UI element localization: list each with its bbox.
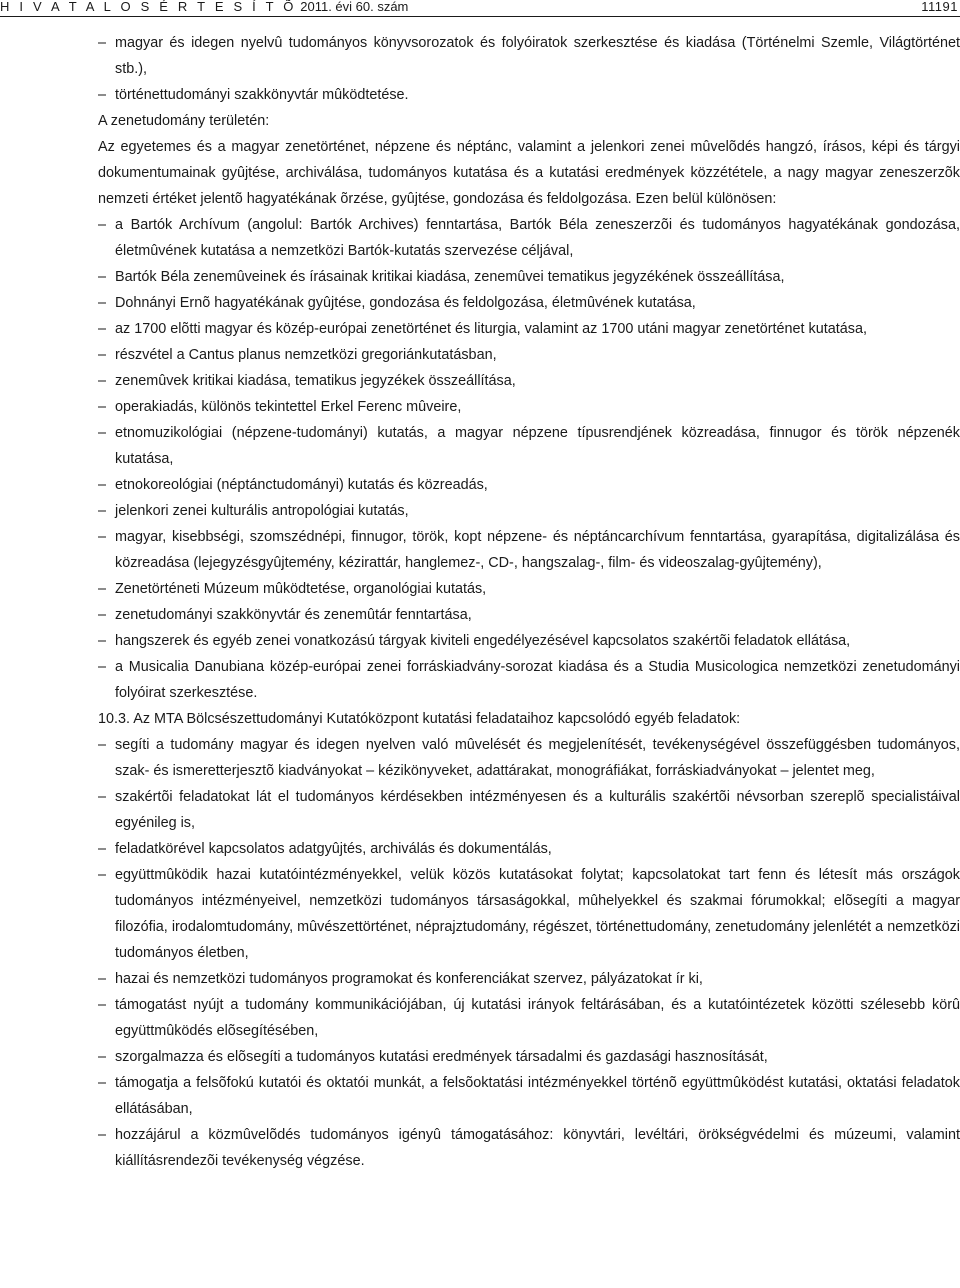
list-item bbox=[98, 992, 960, 1044]
list-item-text: etnomuzikológiai (népzene-tudományi) kutatás, a magyar népzene típusrendjének közreadása, finnugor és török népzenék kutatása, bbox=[115, 425, 960, 467]
list-item-text: a Musicalia Danubiana közép-európai zenei forráskiadvány-sorozat kiadása és a Studia Musicologica nemzetközi zenetudományi folyóirat szerkesztése. bbox=[115, 659, 960, 701]
list-item bbox=[98, 836, 960, 862]
list-item bbox=[98, 1070, 960, 1122]
issue-label: 2011. évi 60. szám bbox=[300, 0, 409, 14]
list-item-text: etnokoreológiai (néptánctudományi) kutatás és közreadás, bbox=[115, 477, 488, 493]
list-item bbox=[98, 602, 960, 628]
list-item-text: magyar, kisebbségi, szomszédnépi, finnugor, török, kopt népzene- és néptáncarchívum fenntartása, gyarapítása, digitalizálása és közreadása (lejegyzésgyûjtemény, kézirattár, hanglemez-, CD-, hangszalag-, film- és videoszalag-gyûjtemény), bbox=[115, 529, 960, 571]
list-item-text: jelenkori zenei kulturális antropológiai kutatás, bbox=[115, 503, 409, 519]
list-item bbox=[98, 342, 960, 368]
list-item-text: szakértõi feladatokat lát el tudományos kérdésekben intézményesen és a kulturális szakértõi névsorban szereplõ specialistáival egyénileg is, bbox=[115, 789, 960, 831]
list-item-text: operakiadás, különös tekintettel Erkel Ferenc mûveire, bbox=[115, 399, 462, 415]
dash-bullet: – bbox=[98, 607, 107, 623]
music-paragraph: Az egyetemes és a magyar zenetörténet, népzene és néptánc, valamint a jelenkori zenei mûvelõdés hangzó, írásos, képi és tárgyi dokumentumainak gyûjtése, archiválása, tudományos kutatása és a kutatási eredmények közzététele, a nagy magyar zeneszerzõk nemzeti értéket jelentõ hagyatékának õrzése, gyûjtése, gondozása és feldolgozása. Ezen belül különösen: bbox=[98, 139, 960, 207]
dash-bullet: – bbox=[98, 1127, 107, 1143]
dash-bullet: – bbox=[98, 347, 107, 363]
dash-bullet: – bbox=[98, 87, 107, 103]
list-item bbox=[98, 1122, 960, 1174]
dash-bullet: – bbox=[98, 321, 107, 337]
list-item-text: zenemûvek kritikai kiadása, tematikus jegyzékek összeállítása, bbox=[115, 373, 516, 389]
dash-bullet: – bbox=[98, 659, 107, 675]
dash-bullet: – bbox=[98, 269, 107, 285]
dash-bullet: – bbox=[98, 399, 107, 415]
dash-bullet: – bbox=[98, 529, 107, 545]
list-item-text: zenetudományi szakkönyvtár és zenemûtár fenntartása, bbox=[115, 607, 472, 623]
music-heading: A zenetudomány területén: bbox=[98, 113, 270, 129]
list-item-text: a Bartók Archívum (angolul: Bartók Archives) fenntartása, Bartók Béla zeneszerzõi és tudományos hagyatékának gondozása, életmûvének kutatása a nemzetközi Bartók-kutatás szervezése céljával, bbox=[115, 217, 960, 259]
list-item bbox=[98, 524, 960, 576]
dash-bullet: – bbox=[98, 1075, 107, 1091]
intro-list bbox=[98, 30, 960, 108]
list-item-text: szorgalmazza és elõsegíti a tudományos kutatási eredmények társadalmi és gazdasági hasznosítását, bbox=[115, 1049, 768, 1065]
list-item bbox=[98, 212, 960, 264]
list-item bbox=[98, 394, 960, 420]
list-item-text: támogatást nyújt a tudomány kommunikációjában, új kutatási irányok feltárásában, és a kutatóintézetek közötti szélesebb körû együttmûködés elõsegítésében, bbox=[115, 997, 960, 1039]
list-item-text: feladatkörével kapcsolatos adatgyûjtés, archiválás és dokumentálás, bbox=[115, 841, 552, 857]
list-item bbox=[98, 368, 960, 394]
list-item bbox=[98, 1044, 960, 1070]
list-item bbox=[98, 498, 960, 524]
dash-bullet: – bbox=[98, 35, 107, 51]
list-item-text: magyar és idegen nyelvû tudományos könyvsorozatok és folyóiratok szerkesztése és kiadása (Történelmi Szemle, Világtörténet stb.), bbox=[115, 35, 960, 77]
page-header bbox=[0, 0, 960, 17]
dash-bullet: – bbox=[98, 217, 107, 233]
page-number: 11191 bbox=[921, 0, 958, 14]
list-item-text: az 1700 elõtti magyar és közép-európai zenetörténet és liturgia, valamint az 1700 utáni magyar zenetörténet kutatása, bbox=[115, 321, 867, 337]
dash-bullet: – bbox=[98, 633, 107, 649]
document-body bbox=[98, 30, 960, 1174]
section-number: 10.3. bbox=[98, 711, 131, 727]
list-item-text: hozzájárul a közmûvelõdés tudományos igényû támogatásához: könyvtári, levéltári, örökségvédelmi és múzeumi, valamint kiállításrendezõi tevékenység végzése. bbox=[115, 1127, 960, 1169]
dash-bullet: – bbox=[98, 581, 107, 597]
list-item-text: Zenetörténeti Múzeum mûködtetése, organológiai kutatás, bbox=[115, 581, 487, 597]
list-item-text: hangszerek és egyéb zenei vonatkozású tárgyak kiviteli engedélyezésével kapcsolatos szakértõi feladatok ellátása, bbox=[115, 633, 851, 649]
dash-bullet: – bbox=[98, 295, 107, 311]
journal-title: H I V A T A L O S É R T E S Í T Õ bbox=[0, 0, 297, 14]
list-item bbox=[98, 576, 960, 602]
list-item bbox=[98, 862, 960, 966]
dash-bullet: – bbox=[98, 997, 107, 1013]
list-item bbox=[98, 290, 960, 316]
list-item-text: segíti a tudomány magyar és idegen nyelven való mûvelését és megjelenítését, tevékenységével összefüggésben tudományos, szak- és ismeretterjesztõ kiadványokat – kézikönyveket, adattárakat, monográfiákat, forráskiadványokat – jelentet meg, bbox=[115, 737, 960, 779]
list-item bbox=[98, 654, 960, 706]
dash-bullet: – bbox=[98, 477, 107, 493]
dash-bullet: – bbox=[98, 971, 107, 987]
list-item-text: hazai és nemzetközi tudományos programokat és konferenciákat szervez, pályázatokat ír ki, bbox=[115, 971, 703, 987]
section-heading bbox=[98, 706, 960, 732]
dash-bullet: – bbox=[98, 373, 107, 389]
journal-line bbox=[0, 0, 408, 14]
music-list bbox=[98, 212, 960, 706]
list-item-text: Dohnányi Ernõ hagyatékának gyûjtése, gondozása és feldolgozása, életmûvének kutatása, bbox=[115, 295, 696, 311]
dash-bullet: – bbox=[98, 841, 107, 857]
list-item bbox=[98, 472, 960, 498]
dash-bullet: – bbox=[98, 867, 107, 883]
list-item-text: történettudományi szakkönyvtár mûködtetése. bbox=[115, 87, 409, 103]
list-item bbox=[98, 82, 960, 108]
list-item-text: Bartók Béla zenemûveinek és írásainak kritikai kiadása, zenemûvei tematikus jegyzékének összeállítása, bbox=[115, 269, 785, 285]
list-item-text: részvétel a Cantus planus nemzetközi gregoriánkutatásban, bbox=[115, 347, 497, 363]
list-item bbox=[98, 30, 960, 82]
list-item-text: támogatja a felsõfokú kutatói és oktatói munkát, a felsõoktatási intézményekkel történõ együttmûködést kutatási, oktatási feladatok ellátásában, bbox=[115, 1075, 960, 1117]
dash-bullet: – bbox=[98, 425, 107, 441]
list-item bbox=[98, 316, 960, 342]
list-item bbox=[98, 732, 960, 784]
section-title: Az MTA Bölcsészettudományi Kutatóközpont kutatási feladataihoz kapcsolódó egyéb feladatok: bbox=[133, 711, 741, 727]
dash-bullet: – bbox=[98, 1049, 107, 1065]
list-item bbox=[98, 966, 960, 992]
dash-bullet: – bbox=[98, 737, 107, 753]
list-item-text: együttmûködik hazai kutatóintézményekkel, velük közös kutatásokat folytat; kapcsolatokat tart fenn és létesít más országok tudományos intézményeivel, nemzetközi tudományos társaságokkal, mûhelyekkel és szakmai fórumokkal; elõsegíti a magyar filozófia, irodalomtudomány, mûvészettörténet, néprajztudomány, régészet, történettudomány, zenetudomány jelenlétét a nemzetközi tudományos életben, bbox=[115, 867, 960, 961]
list-item bbox=[98, 264, 960, 290]
dash-bullet: – bbox=[98, 503, 107, 519]
list-item bbox=[98, 420, 960, 472]
section-list bbox=[98, 732, 960, 1174]
dash-bullet: – bbox=[98, 789, 107, 805]
list-item bbox=[98, 784, 960, 836]
list-item bbox=[98, 628, 960, 654]
